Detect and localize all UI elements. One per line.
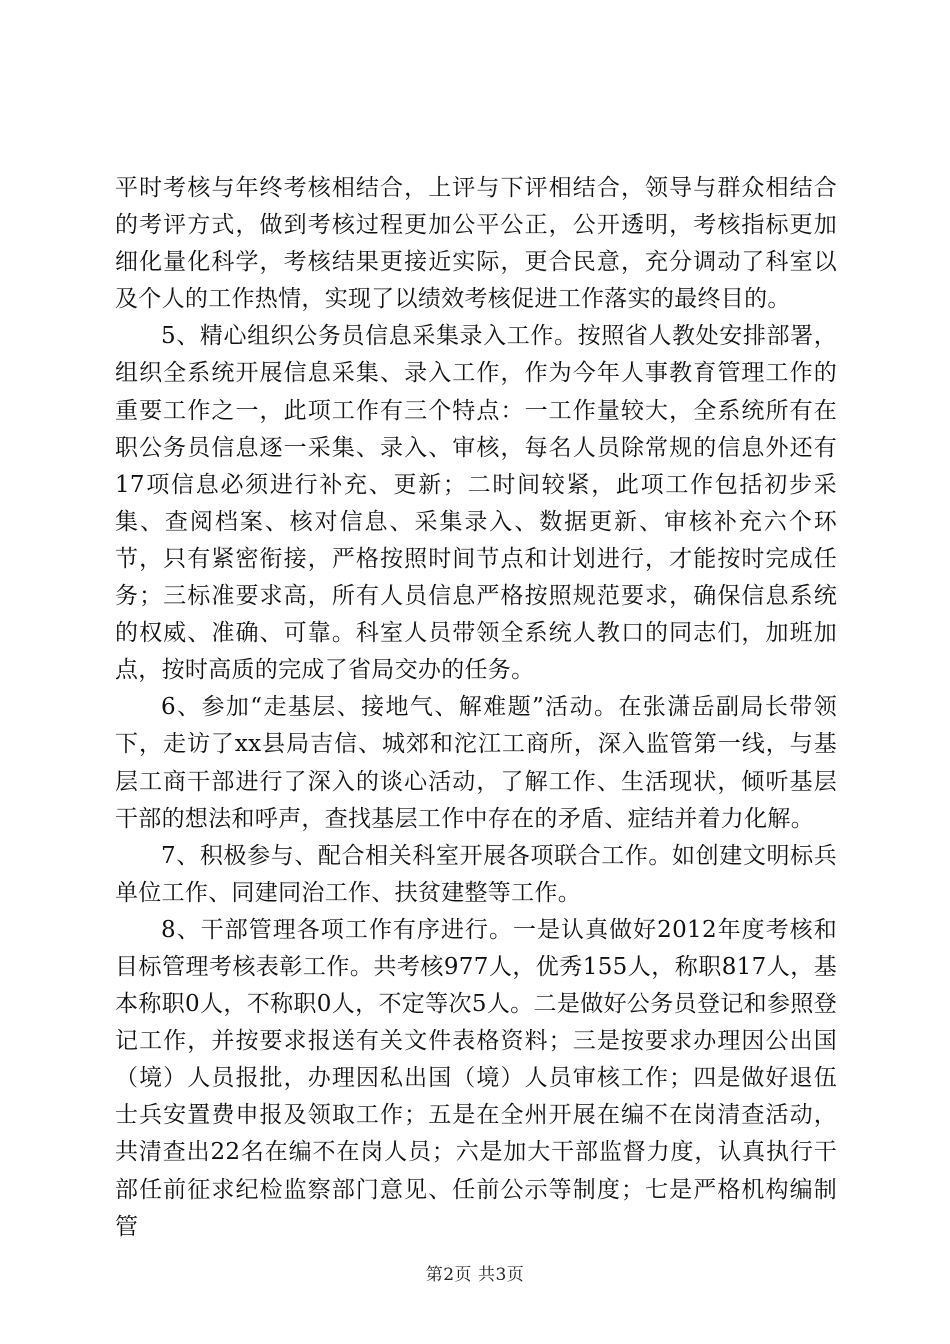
paragraph-item-7: 7、积极参与、配合相关科室开展各项联合工作。如创建文明标兵单位工作、同建同治工作、扶贫建整等工作。 [115,842,837,906]
paragraph-continuation: 平时考核与年终考核相结合，上评与下评相结合，领导与群众相结合的考评方式，做到考核过程更加公平公正，公开透明，考核指标更加细化量化科学，考核结果更接近实际，更合民意，充分调动了科室以及个人的工作热情，实现了以绩效考核促进工作落实的最终目的。 [115,175,837,313]
paragraph-item-5: 5、精心组织公务员信息采集录入工作。按照省人教处安排部署，组织全系统开展信息采集、录入工作，作为今年人事教育管理工作的重要工作之一，此项工作有三个特点：一工作量较大，全系统所有在职公务员信息逐一采集、录入、审核，每名人员除常规的信息外还有17项信息必须进行补充、更新；二时间较紧，此项工作包括初步采集、查阅档案、核对信息、采集录入、数据更新、审核补充六个环节，只有紧密衔接，严格按照时间节点和计划进行，才能按时完成任务；三标准要求高，所有人员信息严格按照规范要求，确保信息系统的权威、准确、可靠。科室人员带领全系统人教口的同志们，加班加点，按时高质的完成了省局交办的任务。 [115,323,837,684]
page-number-footer: 第2页 共3页 [425,1265,525,1285]
paragraph-item-8: 8、干部管理各项工作有序进行。一是认真做好2012年度考核和目标管理考核表彰工作。共考核977人，优秀155人，称职817人，基本称职0人，不称职0人，不定等次5人。二是做好公务员登记和参照登记工作，并按要求报送有关文件表格资料；三是按要求办理因公出国（境）人员报批，办理因私出国（境）人员审核工作；四是做好退伍士兵安置费申报及领取工作；五是在全州开展在编不在岗清查活动，共清查出22名在编不在岗人员；六是加大干部监督力度，认真执行干部任前征求纪检监察部门意见、任前公示等制度；七是严格机构编制管 [115,916,837,1240]
document-body [115,170,837,1246]
paragraph-item-6: 6、参加“走基层、接地气、解难题”活动。在张潇岳副局长带领下，走访了xx县局吉信、城郊和沱江工商所，深入监管第一线，与基层工商干部进行了深入的谈心活动，了解工作、生活现状，倾听基层干部的想法和呼声，查找基层工作中存在的矛盾、症结并着力化解。 [115,694,837,832]
